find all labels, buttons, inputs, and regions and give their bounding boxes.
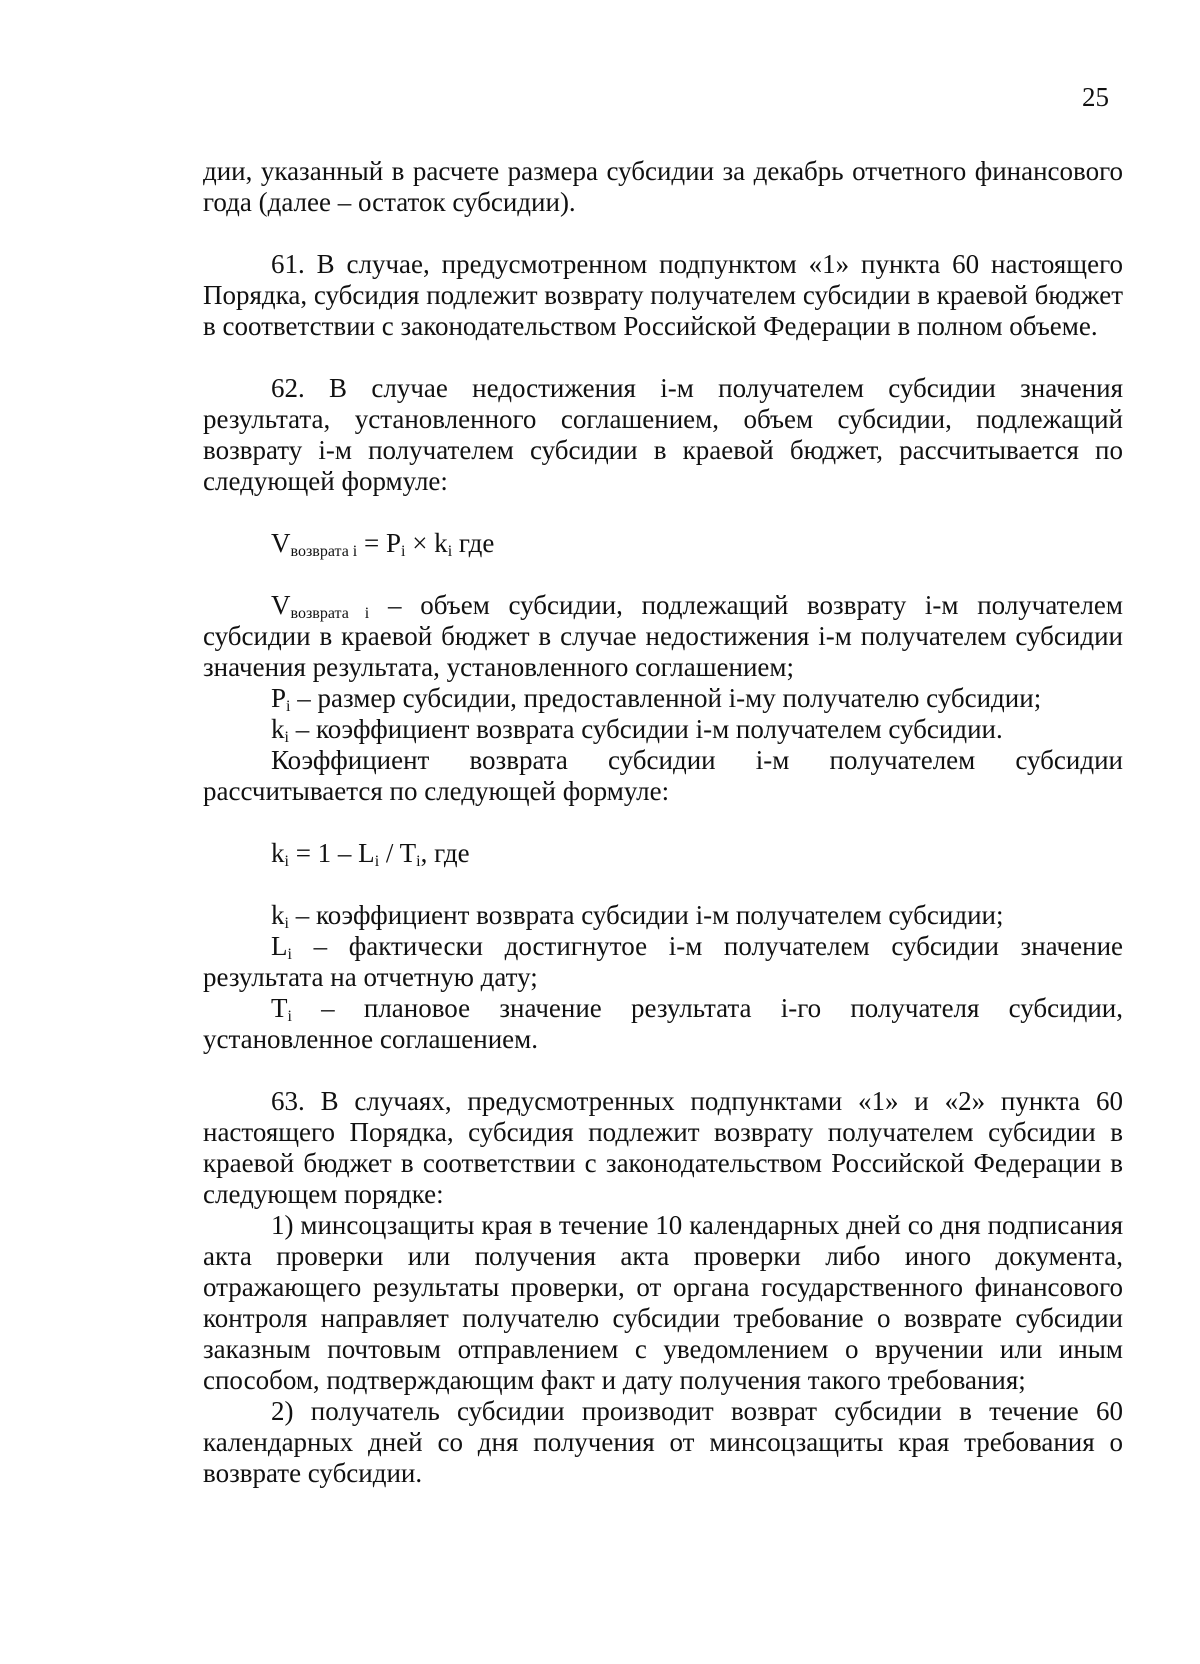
document-body [203,156,1123,1489]
formula-subscript: i [447,543,453,560]
definition-symbol: T [271,993,288,1023]
formula-part: × k [405,528,448,558]
formula-symbol-v: V [271,528,291,558]
formula-subscript: i [416,853,421,870]
definition-subscript: i [286,698,291,715]
definition-symbol: k [271,900,285,930]
definition-subscript: возврата i [290,605,370,622]
formula-part: , где [420,838,470,868]
formula-symbol-k: k [271,838,285,868]
formula-subscript: возврата i [290,543,358,560]
formula-subscript: i [401,543,406,560]
definition-p [203,683,1123,714]
definition-l [203,931,1123,993]
definition-text: – фактически достигнутое i-м получателем субсидии значение результата на отчетную дату; [203,931,1123,992]
formula-part: / T [379,838,417,868]
definition-k [203,714,1123,745]
definition-symbol: P [271,683,287,713]
formula-part: = P [357,528,401,558]
definition-text: – коэффициент возврата субсидии i-м получателем субсидии; [288,900,1004,930]
paragraph-63-item-2: 2) получатель субсидии производит возврат субсидии в течение 60 календарных дней со дня получения от минсоцзащиты края требования о возврате субсидии. [203,1396,1123,1488]
definition-subscript: i [284,915,289,932]
page-number: 25 [1082,82,1109,112]
definition-text: – размер субсидии, предоставленной i-му получателю субсидии; [290,683,1042,713]
formula-subscript: i [374,853,380,870]
definition-subscript: i [284,729,289,746]
definition-text: – плановое значение результата i-го получателя субсидии, установленное соглашением. [203,993,1123,1054]
definition-symbol: V [271,590,291,620]
paragraph-61: 61. В случае, предусмотренном подпунктом «1» пункта 60 настоящего Порядка, субсидия подлежит возврату получателем субсидии в краевой бюджет в соответствии с законодательством Российской Федерации в полном объеме. [203,249,1123,341]
paragraph-63: 63. В случаях, предусмотренных подпунктами «1» и «2» пункта 60 настоящего Порядка, субсидия подлежит возврату получателем субсидии в краевой бюджет в соответствии с законодательством Российской Федерации в следующем порядке: [203,1086,1123,1209]
paragraph-intro-continuation: дии, указанный в расчете размера субсидии за декабрь отчетного финансового года (далее – остаток субсидии). [203,156,1123,217]
definition-text: – объем субсидии, подлежащий возврату i-м получателем субсидии в краевой бюджет в случае недостижения i-м получателем субсидии значения результата, установленного соглашением; [203,590,1123,682]
formula-part: = 1 – L [288,838,375,868]
formula-coefficient [203,838,1123,869]
definition-symbol: L [271,931,288,961]
formula-subscript: i [284,853,289,870]
paragraph-62: 62. В случае недостижения i-м получателем субсидии значения результата, установленного соглашением, объем субсидии, подлежащий возврату i-м получателем субсидии в краевой бюджет, рассчитывается по следующей формуле: [203,373,1123,496]
definition-t [203,993,1123,1055]
formula-part: где [452,528,495,558]
formula-refund-volume [203,528,1123,559]
definition-subscript: i [287,946,292,963]
definition-subscript: i [287,1008,292,1025]
definition-text: – коэффициент возврата субсидии i-м получателем субсидии. [288,714,1003,744]
definition-symbol: k [271,714,285,744]
definition-v [203,590,1123,683]
paragraph-coefficient-intro: Коэффициент возврата субсидии i-м получателем субсидии рассчитывается по следующей формуле: [203,745,1123,806]
paragraph-63-item-1: 1) минсоцзащиты края в течение 10 календарных дней со дня подписания акта проверки или получения акта проверки либо иного документа, отражающего результаты проверки, от органа государственного финансового контроля направляет получателю субсидии требование о возврате субсидии заказным почтовым отправлением с уведомлением о вручении или иным способом, подтверждающим факт и дату получения такого требования; [203,1210,1123,1395]
definition-k2 [203,900,1123,931]
